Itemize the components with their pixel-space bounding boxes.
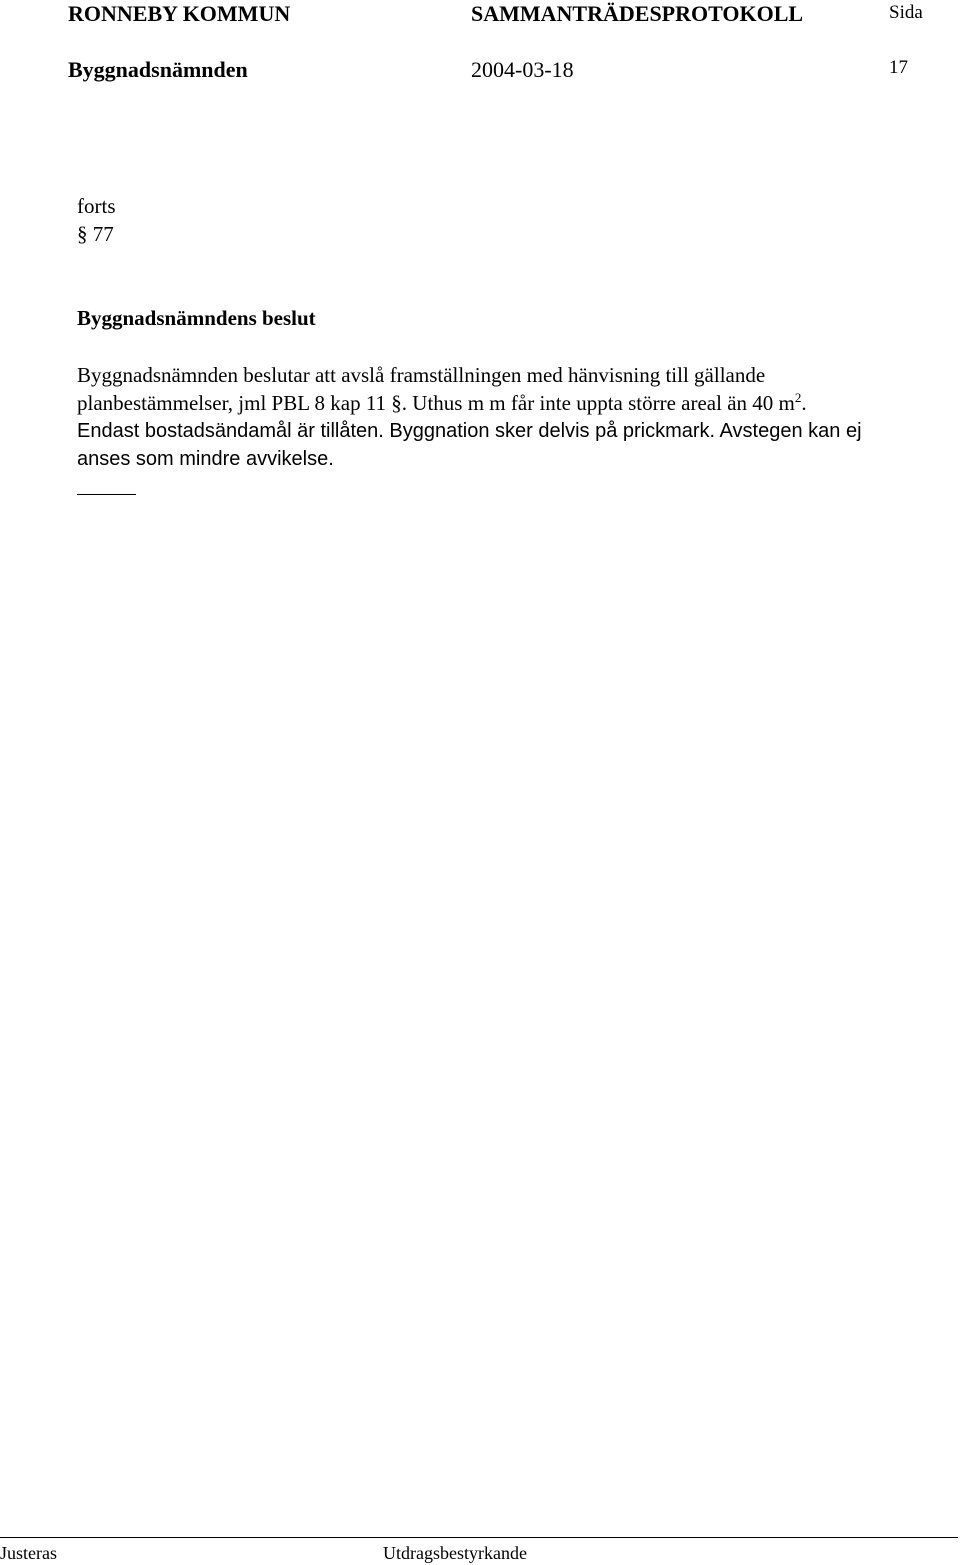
- paragraph-reference: § 77: [77, 222, 114, 246]
- decision-line: [77, 389, 957, 417]
- area-superscript: 2: [794, 390, 802, 405]
- page-label: Sida: [889, 2, 923, 23]
- decision-line: anses som mindre avvikelse.: [77, 448, 334, 470]
- decision-line: Endast bostadsändamål är tillåten. Byggnation sker delvis på prickmark. Avstegen kan ej: [77, 420, 862, 442]
- decision-line: Byggnadsnämnden beslutar att avslå framställningen med hänvisning till gällande: [77, 363, 766, 387]
- decision-line-text: planbestämmelser, jml PBL 8 kap 11 §. Uthus m m får inte uppta större areal än 40 m: [77, 391, 795, 415]
- decision-text: [77, 361, 957, 473]
- footer-justeras: Justeras: [0, 1543, 57, 1563]
- committee-name: Byggnadsnämnden: [68, 57, 248, 82]
- section-end-rule: [77, 494, 136, 495]
- decision-heading: Byggnadsnämndens beslut: [77, 306, 316, 330]
- footer-utdragsbestyrkande: Utdragsbestyrkande: [383, 1543, 527, 1563]
- footer-divider: [0, 1537, 958, 1538]
- municipality-name: RONNEBY KOMMUN: [68, 1, 291, 26]
- meeting-date: 2004-03-18: [471, 57, 574, 82]
- page-number: 17: [889, 57, 908, 78]
- document-type: SAMMANTRÄDESPROTOKOLL: [471, 1, 804, 26]
- decision-line-text: .: [801, 391, 807, 415]
- continued-label: forts: [77, 194, 116, 218]
